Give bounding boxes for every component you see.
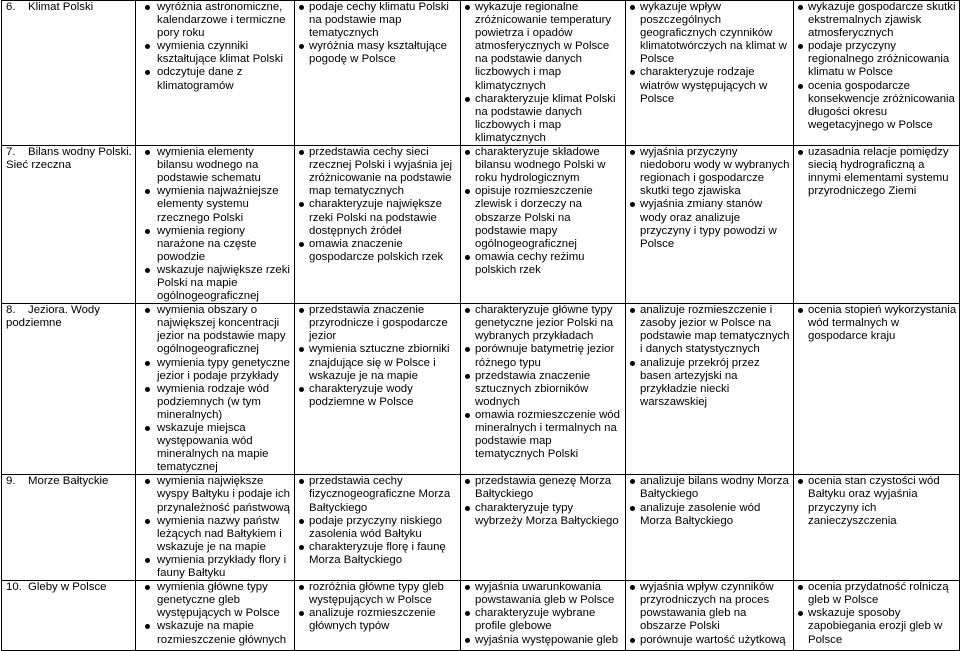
- requirements-cell: [461, 475, 626, 581]
- requirements-cell: [794, 475, 960, 581]
- requirements-cell: [136, 146, 295, 304]
- lesson-topic-cell: [2, 1, 136, 146]
- requirements-list: [298, 581, 458, 633]
- list-item: omawia rozmieszczenie wód mineralnych i termalnych na podstawie map tematycznych Polski: [464, 409, 623, 461]
- list-item: analizuje przekrój przez basen artezyjski na przykładzie niecki warszawskiej: [629, 357, 791, 409]
- requirements-cell: [626, 146, 794, 304]
- requirements-cell: [461, 146, 626, 304]
- requirements-cell: [626, 1, 794, 146]
- lesson-number: 9.: [6, 475, 16, 488]
- lesson-topic: Morze Bałtyckie: [28, 475, 109, 488]
- list-item: wskazuje największe rzeki Polski na mapie ogólnogeograficznej: [139, 264, 292, 303]
- list-item: omawia znaczenie gospodarcze polskich rzek: [298, 238, 458, 264]
- requirements-list: [797, 146, 957, 198]
- lesson-topic: Bilans wodny Polski. Sieć rzeczna: [6, 146, 132, 172]
- list-item: analizuje zasolenie wód Morza Bałtyckiego: [629, 502, 791, 528]
- requirements-list: [139, 304, 292, 474]
- table-row: [2, 304, 960, 475]
- requirements-cell: [136, 1, 295, 146]
- requirements-list: [464, 304, 623, 461]
- requirements-cell: [461, 304, 626, 475]
- list-item: wymienia najważniejsze elementy systemu rzecznego Polski: [139, 185, 292, 224]
- list-item: przedstawia genezę Morza Bałtyckiego: [464, 475, 623, 501]
- lesson-topic-cell: [2, 581, 136, 651]
- list-item: wymienia obszary o największej koncentracji jezior na podstawie mapy ogólnogeograficznej: [139, 304, 292, 356]
- lesson-number: 6.: [6, 1, 16, 13]
- table-row: [2, 1, 960, 146]
- requirements-list: [298, 146, 458, 264]
- requirements-cell: [461, 1, 626, 146]
- list-item: ocenia przydatność rolniczą gleb w Polsce: [797, 581, 957, 607]
- requirements-cell: [626, 304, 794, 475]
- list-item: wyjaśnia przyczyny niedoboru wody w wybranych regionach i gospodarcze skutki tego zjawiska: [629, 146, 791, 198]
- requirements-cell: [794, 304, 960, 475]
- requirements-list: [464, 581, 623, 646]
- list-item: charakteryzuje składowe bilansu wodnego Polski w roku hydrologicznym: [464, 146, 623, 185]
- requirements-cell: [295, 581, 461, 651]
- requirements-cell: [295, 1, 461, 146]
- list-item: odczytuje dane z klimatogramów: [139, 66, 292, 92]
- table-row: [2, 581, 960, 651]
- list-item: przedstawia cechy sieci rzecznej Polski i wyjaśnia jej zróżnicowanie na podstawie map tematycznych: [298, 146, 458, 198]
- requirements-cell: [794, 146, 960, 304]
- list-item: wymienia największe wyspy Bałtyku i podaje ich przynależność państwową: [139, 475, 292, 514]
- list-item: wymienia regiony narażone na częste powodzie: [139, 225, 292, 264]
- requirements-list: [629, 304, 791, 409]
- list-item: charakteryzuje rodzaje wiatrów występujących w Polsce: [629, 66, 791, 105]
- list-item: charakteryzuje wybrane profile glebowe: [464, 607, 623, 633]
- requirements-list: [797, 475, 957, 527]
- list-item: wymienia czynniki kształtujące klimat Polski: [139, 40, 292, 66]
- list-item: wykazuje wpływ poszczególnych geograficznych czynników klimatotwórczych na klimat w Polsce: [629, 1, 791, 66]
- list-item: porównuje wartość użytkową: [629, 634, 791, 647]
- lesson-topic: Gleby w Polsce: [28, 581, 107, 594]
- list-item: wyjaśnia zmiany stanów wody oraz analizuje przyczyny i typy powodzi w Polsce: [629, 198, 791, 250]
- list-item: wymienia przykłady flory i fauny Bałtyku: [139, 554, 292, 580]
- requirements-cell: [295, 475, 461, 581]
- requirements-cell: [626, 475, 794, 581]
- list-item: wyróżnia masy kształtujące pogodę w Polsce: [298, 40, 458, 66]
- requirements-list: [464, 146, 623, 277]
- table-row: [2, 475, 960, 581]
- requirements-list: [797, 1, 957, 132]
- requirements-list: [629, 475, 791, 527]
- list-item: charakteryzuje największe rzeki Polski na podstawie dostępnych źródeł: [298, 198, 458, 237]
- requirements-list: [139, 475, 292, 580]
- requirements-list: [298, 475, 458, 567]
- list-item: analizuje rozmieszczenie i zasoby jezior w Polsce na podstawie map tematycznych i danych statystycznych: [629, 304, 791, 356]
- list-item: wymienia elementy bilansu wodnego na podstawie schematu: [139, 146, 292, 185]
- list-item: analizuje rozmieszczenie głównych typów: [298, 607, 458, 633]
- requirements-list: [139, 146, 292, 303]
- requirements-list: [797, 304, 957, 343]
- list-item: wskazuje na mapie rozmieszczenie głównych: [139, 620, 292, 646]
- requirements-cell: [794, 581, 960, 651]
- list-item: analizuje bilans wodny Morza Bałtyckiego: [629, 475, 791, 501]
- lesson-topic: Jeziora. Wody podziemne: [6, 304, 100, 330]
- list-item: opisuje rozmieszczenie zlewisk i dorzeczy na obszarze Polski na podstawie mapy ogólnogeograficznej: [464, 185, 623, 250]
- requirements-list: [298, 304, 458, 409]
- list-item: porównuje batymetrię jezior różnego typu: [464, 343, 623, 369]
- list-item: podaje przyczyny regionalnego zróżnicowania klimatu w Polsce: [797, 40, 957, 79]
- list-item: charakteryzuje klimat Polski na podstawie danych liczbowych i map klimatycznych: [464, 93, 623, 145]
- requirements-cell: [461, 581, 626, 651]
- list-item: podaje cechy klimatu Polski na podstawie map tematycznych: [298, 1, 458, 40]
- requirements-list: [464, 475, 623, 527]
- list-item: uzasadnia relacje pomiędzy siecią hydrograficzną a innymi elementami systemu przyrodniczego Ziemi: [797, 146, 957, 198]
- list-item: omawia cechy reżimu polskich rzek: [464, 251, 623, 277]
- list-item: wskazuje miejsca występowania wód mineralnych na mapie tematycznej: [139, 422, 292, 474]
- list-item: ocenia stan czystości wód Bałtyku oraz wyjaśnia przyczyny ich zanieczyszczenia: [797, 475, 957, 527]
- requirements-cell: [794, 1, 960, 146]
- list-item: ocenia gospodarcze konsekwencje zróżnicowania długości okresu wegetacyjnego w Polsce: [797, 80, 957, 132]
- table-body: [2, 1, 960, 651]
- list-item: przedstawia znaczenie sztucznych zbiorników wodnych: [464, 370, 623, 409]
- list-item: charakteryzuje główne typy genetyczne jezior Polski na wybranych przykładach: [464, 304, 623, 343]
- list-item: wymienia sztuczne zbiorniki znajdujące się w Polsce i wskazuje je na mapie: [298, 343, 458, 382]
- requirements-list: [629, 1, 791, 106]
- list-item: charakteryzuje typy wybrzeży Morza Bałtyckiego: [464, 502, 623, 528]
- requirements-list: [298, 1, 458, 66]
- requirements-list: [629, 581, 791, 646]
- list-item: wymienia typy genetyczne jezior i podaje przykłady: [139, 357, 292, 383]
- list-item: rozróżnia główne typy gleb występujących w Polsce: [298, 581, 458, 607]
- requirements-cell: [136, 581, 295, 651]
- lesson-number: 10.: [6, 581, 22, 594]
- requirements-cell: [136, 304, 295, 475]
- lesson-topic-cell: [2, 475, 136, 581]
- list-item: wyjaśnia występowanie gleb: [464, 634, 623, 647]
- list-item: charakteryzuje wody podziemne w Polsce: [298, 383, 458, 409]
- requirements-list: [464, 1, 623, 145]
- lesson-number: 7.: [6, 146, 16, 159]
- list-item: charakteryzuje florę i faunę Morza Bałtyckiego: [298, 541, 458, 567]
- list-item: wymienia rodzaje wód podziemnych (w tym mineralnych): [139, 383, 292, 422]
- requirements-list: [139, 581, 292, 646]
- list-item: wykazuje regionalne zróżnicowanie temperatury powietrza i opadów atmosferycznych w Polsce na podstawie danych liczbowych i map klimatycznych: [464, 1, 623, 93]
- requirements-cell: [626, 581, 794, 651]
- requirements-cell: [295, 304, 461, 475]
- table-row: [2, 146, 960, 304]
- list-item: ocenia stopień wykorzystania wód termalnych w gospodarce kraju: [797, 304, 957, 343]
- list-item: wymienia główne typy genetyczne gleb występujących w Polsce: [139, 581, 292, 620]
- lesson-topic-cell: [2, 304, 136, 475]
- lesson-number: 8.: [6, 304, 16, 317]
- list-item: podaje przyczyny niskiego zasolenia wód Bałtyku: [298, 515, 458, 541]
- requirements-list: [797, 581, 957, 646]
- list-item: przedstawia cechy fizycznogeograficzne Morza Bałtyckiego: [298, 475, 458, 514]
- list-item: wyróżnia astronomiczne, kalendarzowe i termiczne pory roku: [139, 1, 292, 40]
- lesson-topic: Klimat Polski: [28, 1, 94, 13]
- curriculum-requirements-table: [1, 0, 960, 651]
- requirements-list: [139, 1, 292, 93]
- list-item: wskazuje sposoby zapobiegania erozji gleb w Polsce: [797, 607, 957, 646]
- requirements-list: [629, 146, 791, 251]
- list-item: wyjaśnia uwarunkowania powstawania gleb w Polsce: [464, 581, 623, 607]
- list-item: wykazuje gospodarcze skutki ekstremalnych zjawisk atmosferycznych: [797, 1, 957, 40]
- requirements-cell: [295, 146, 461, 304]
- lesson-topic-cell: [2, 146, 136, 304]
- requirements-cell: [136, 475, 295, 581]
- list-item: wymienia nazwy państw leżących nad Bałtykiem i wskazuje je na mapie: [139, 515, 292, 554]
- list-item: przedstawia znaczenie przyrodnicze i gospodarcze jezior: [298, 304, 458, 343]
- list-item: wyjaśnia wpływ czynników przyrodniczych na proces powstawania gleb na obszarze Polski: [629, 581, 791, 633]
